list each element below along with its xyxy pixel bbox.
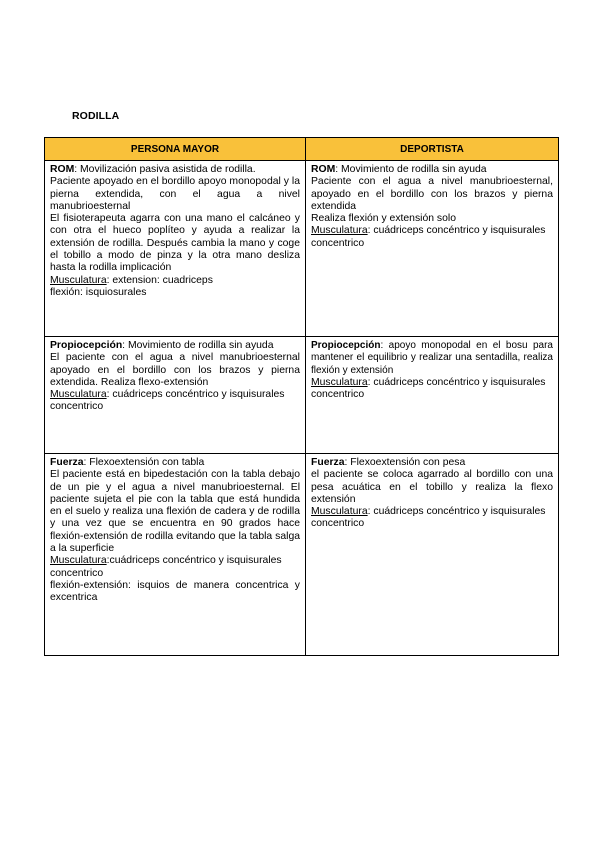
propiocepcion-intro: : apoyo monopodal en el bosu para mantener el equilibrio y realizar una sentadilla, realiza flexión y extensión (311, 340, 553, 376)
musculatura-text: : cuádriceps concéntrico y isquisurales concentrico (311, 225, 546, 249)
cell-musculatura (311, 506, 553, 531)
cell-intro (311, 340, 553, 377)
cell-propiocepcion-persona-mayor (45, 337, 306, 454)
cell-paragraph: El paciente está en bipedestación con la tabla debajo de un pie y el agua a nivel manubrioesternal. El paciente sujeta el pie con la tabla que está hundida en el suelo y realiza una flexión de cadera y de rodilla y una vez que se encuentra en 90 grados hace flexión-extensión de rodilla evitando que la tabla salga a la superficie (50, 469, 300, 555)
propiocepcion-label: Propiocepción (50, 340, 123, 351)
propiocepcion-intro: : Movimiento de rodilla sin ayuda (122, 340, 274, 351)
cell-extra: flexión-extensión: isquios de manera concentrica y excentrica (50, 579, 300, 604)
fuerza-intro: : Flexoextensión con tabla (83, 457, 205, 468)
cell-extra: flexión: isquiosurales (50, 286, 147, 298)
propiocepcion-label: Propiocepción (311, 340, 381, 351)
musculatura-label: Musculatura (311, 376, 368, 388)
musculatura-text: :cuádriceps concéntrico y isquisurales concentrico (50, 555, 282, 579)
musculatura-label: Musculatura (50, 555, 107, 567)
cell-musculatura (50, 275, 300, 287)
cell-fuerza-deportista (306, 454, 559, 656)
rom-label: ROM (50, 164, 75, 175)
header-deportista: DEPORTISTA (306, 138, 559, 161)
cell-intro (311, 457, 553, 469)
cell-musculatura (50, 389, 300, 414)
musculatura-label: Musculatura (50, 389, 107, 401)
table-row-fuerza (45, 454, 559, 656)
cell-intro (311, 164, 553, 176)
cell-paragraph: el paciente se coloca agarrado al bordillo con una pesa acuática en el tobillo y realiza la flexo extensión (311, 469, 553, 505)
cell-musculatura (311, 377, 553, 402)
cell-intro (50, 164, 300, 176)
rom-intro: : Movimiento de rodilla sin ayuda (335, 164, 487, 175)
cell-musculatura (311, 225, 553, 250)
musculatura-label: Musculatura (311, 225, 368, 237)
rom-intro: : Movilización pasiva asistida de rodilla. (74, 164, 256, 175)
cell-propiocepcion-deportista (306, 337, 559, 454)
cell-rom-deportista (306, 161, 559, 337)
cell-intro (50, 457, 300, 469)
cell-fuerza-persona-mayor (45, 454, 306, 656)
table-row-propiocepcion (45, 337, 559, 454)
exercise-table (44, 137, 559, 656)
cell-rom-persona-mayor (45, 161, 306, 337)
table-header-row (45, 138, 559, 161)
fuerza-label: Fuerza (50, 457, 84, 468)
page-title: RODILLA (72, 110, 120, 122)
fuerza-label: Fuerza (311, 457, 345, 468)
cell-paragraph: El paciente con el agua a nivel manubrioesternal apoyado en el bordillo con los brazos y pierna extendida. Realiza flexo-extensión (50, 352, 300, 388)
cell-paragraph: Paciente con el agua a nivel manubrioesternal, apoyado en el bordillo con los brazos y pierna extendida (311, 176, 553, 212)
cell-paragraph: El fisioterapeuta agarra con una mano el calcáneo y con otra el hueco poplíteo y ayuda a realizar la extensión de rodilla. Después cambia la mano y coge el tobillo a modo de pinza y la otra mano desliza hasta la rodilla implicación (50, 213, 300, 274)
rom-label: ROM (311, 164, 336, 175)
musculatura-label: Musculatura (311, 506, 368, 518)
cell-paragraph: Realiza flexión y extensión solo (311, 213, 456, 225)
cell-paragraph: Paciente apoyado en el bordillo apoyo monopodal y la pierna extendida, con el agua a nivel manubrioesternal (50, 176, 300, 212)
musculatura-text: : cuádriceps concéntrico y isquisurales concentrico (311, 376, 546, 401)
musculatura-label: Musculatura (50, 274, 107, 286)
musculatura-text: : cuádriceps concéntrico y isquisurales concentrico (50, 389, 285, 413)
table-row-rom (45, 161, 559, 337)
cell-musculatura (50, 555, 300, 580)
fuerza-intro: : Flexoextensión con pesa (344, 457, 466, 468)
header-persona-mayor: PERSONA MAYOR (45, 138, 306, 161)
musculatura-text: : cuádriceps concéntrico y isquisurales concentrico (311, 506, 546, 530)
cell-intro (50, 340, 300, 352)
musculatura-text: : extension: cuadriceps (106, 274, 213, 286)
